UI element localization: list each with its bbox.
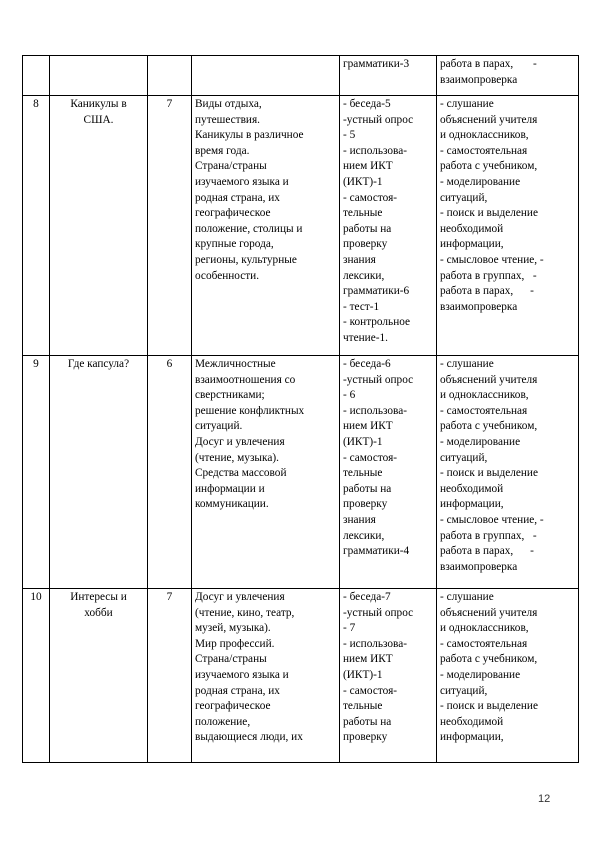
control-line: (ИКТ)-1 — [343, 435, 383, 448]
content-cell — [192, 96, 340, 356]
control-line: проверку — [343, 731, 388, 744]
content-line: особенности. — [195, 269, 260, 282]
content-line: взаимоотношения со — [195, 373, 296, 386]
activity-line: работа с учебником, — [440, 420, 538, 433]
activity-line: взаимопроверка — [440, 73, 518, 86]
content-line: регионы, культурные — [195, 253, 297, 266]
activity-line: - слушание — [440, 98, 494, 110]
control-line: - контрольное — [343, 316, 411, 329]
topic-line: США. — [83, 113, 114, 126]
hours-value: 6 — [166, 358, 173, 370]
activity-line: работа в парах, - — [440, 285, 534, 298]
content-line: время года. — [195, 144, 250, 157]
control-line: лексики, — [343, 269, 385, 282]
page-number: 12 — [538, 793, 551, 805]
control-line: тельные — [343, 207, 383, 220]
activity-line: - самостоятельная — [440, 637, 528, 650]
table-row — [23, 356, 579, 589]
activity-line: - слушание — [440, 358, 494, 370]
activity-line: и одноклассников, — [440, 129, 529, 142]
content-line: Страна/страны — [195, 160, 267, 173]
activity-line: ситуаций, — [440, 191, 488, 204]
row-number-cell — [23, 96, 50, 356]
control-line: - самостоя- — [343, 684, 398, 697]
control-line: - самостоя- — [343, 191, 398, 204]
content-line: решение конфликтных — [195, 404, 305, 417]
activity-line: взаимопроверка — [440, 560, 518, 573]
topic-cell — [50, 56, 148, 96]
control-line: проверку — [343, 238, 388, 251]
topic-line: Где капсула? — [67, 358, 130, 370]
activity-line: - поиск и выделение — [440, 207, 538, 220]
content-cell — [192, 356, 340, 589]
curriculum-table — [22, 55, 579, 763]
activity-line: объяснений учителя — [440, 606, 538, 619]
activity-line: - самостоятельная — [440, 144, 528, 157]
activity-line: необходимой — [440, 715, 504, 728]
activity-line: - моделирование — [440, 175, 521, 188]
control-line: -устный опрос — [343, 113, 414, 126]
hours-cell — [148, 589, 192, 763]
activity-line: объяснений учителя — [440, 113, 538, 126]
content-line: путешествия. — [195, 113, 260, 126]
hours-value: 7 — [166, 591, 173, 603]
control-line: - самостоя- — [343, 451, 398, 464]
content-line: изучаемого языка и — [195, 668, 289, 681]
activity-line: информации, — [440, 498, 504, 511]
control-line: грамматики-3 — [343, 58, 410, 70]
control-line: - беседа-5 — [343, 98, 391, 110]
content-line: положение, столицы и — [195, 222, 303, 235]
activity-line: - моделирование — [440, 435, 521, 448]
activity-line: работа в парах, - — [440, 545, 534, 558]
control-cell — [340, 589, 437, 763]
control-line: нием ИКТ — [343, 420, 393, 433]
row-number: 10 — [30, 591, 42, 603]
content-line: родная страна, их — [195, 191, 280, 204]
control-line: знания — [343, 253, 376, 266]
content-line: ситуаций. — [195, 420, 243, 433]
control-line: грамматики-4 — [343, 545, 410, 558]
activities-cell — [437, 96, 579, 356]
hours-cell — [148, 96, 192, 356]
activities-cell — [437, 589, 579, 763]
activity-line: - смысловое чтение, - — [440, 253, 544, 266]
hours-cell — [148, 356, 192, 589]
content-line: сверстниками; — [195, 389, 265, 402]
activity-line: - поиск и выделение — [440, 700, 538, 713]
activity-line: взаимопроверка — [440, 300, 518, 313]
content-line: Досуг и увлечения — [195, 435, 285, 448]
row-number: 9 — [33, 358, 39, 370]
content-line: Мир профессий. — [195, 637, 275, 650]
table-row — [23, 96, 579, 356]
control-line: - тест-1 — [343, 300, 380, 313]
control-line: -устный опрос — [343, 373, 414, 386]
control-line: (ИКТ)-1 — [343, 668, 383, 681]
content-line: (чтение, музыка). — [195, 451, 279, 464]
topic-cell — [50, 356, 148, 589]
control-line: тельные — [343, 700, 383, 713]
control-line: тельные — [343, 467, 383, 480]
topic-cell — [50, 589, 148, 763]
topic-line: Каникулы в — [70, 98, 127, 110]
content-line: Межличностные — [195, 358, 276, 370]
content-cell — [192, 56, 340, 96]
topic-cell — [50, 96, 148, 356]
content-line: выдающиеся люди, их — [195, 731, 303, 744]
row-number-cell — [23, 356, 50, 589]
control-line: - 6 — [343, 389, 356, 402]
hours-cell — [148, 56, 192, 96]
control-line: работы на — [343, 222, 392, 235]
activity-line: и одноклассников, — [440, 622, 529, 635]
activities-cell — [437, 356, 579, 589]
activity-line: - поиск и выделение — [440, 467, 538, 480]
content-line: Средства массовой — [195, 467, 287, 480]
control-line: работы на — [343, 715, 392, 728]
activity-line: и одноклассников, — [440, 389, 529, 402]
activity-line: информации, — [440, 238, 504, 251]
control-line: работы на — [343, 482, 392, 495]
activity-line: работа в группах, - — [440, 529, 537, 542]
activity-line: работа с учебником, — [440, 160, 538, 173]
content-line: изучаемого языка и — [195, 175, 289, 188]
row-number-cell — [23, 56, 50, 96]
control-line: проверку — [343, 498, 388, 511]
content-line: положение, — [195, 715, 251, 728]
control-line: - беседа-7 — [343, 591, 391, 603]
control-line: нием ИКТ — [343, 653, 393, 666]
activity-line: - слушание — [440, 591, 494, 603]
content-line: коммуникации. — [195, 498, 269, 511]
content-line: крупные города, — [195, 238, 274, 251]
activity-line: работа в группах, - — [440, 269, 537, 282]
topic-line: хобби — [84, 606, 113, 619]
activity-line: необходимой — [440, 482, 504, 495]
content-line: (чтение, кино, театр, — [195, 606, 295, 619]
table-row — [23, 56, 579, 96]
table-body — [23, 56, 579, 763]
activity-line: - самостоятельная — [440, 404, 528, 417]
content-line: Досуг и увлечения — [195, 591, 285, 603]
control-cell — [340, 356, 437, 589]
activity-line: - смысловое чтение, - — [440, 513, 544, 526]
control-cell — [340, 56, 437, 96]
activity-line: объяснений учителя — [440, 373, 538, 386]
activity-line: работа с учебником, — [440, 653, 538, 666]
control-line: - 7 — [343, 622, 356, 635]
activities-cell — [437, 56, 579, 96]
content-line: Виды отдыха, — [195, 98, 262, 110]
content-line: Страна/страны — [195, 653, 267, 666]
content-line: родная страна, их — [195, 684, 280, 697]
activity-line: работа в парах, - — [440, 58, 537, 70]
content-line: музей, музыка). — [195, 622, 271, 635]
content-line: Каникулы в различное — [195, 129, 304, 142]
control-line: - использова- — [343, 404, 407, 417]
control-line: - использова- — [343, 144, 407, 157]
control-line: знания — [343, 513, 376, 526]
activity-line: ситуаций, — [440, 684, 488, 697]
content-line: информации и — [195, 482, 265, 495]
activity-line: информации, — [440, 731, 504, 744]
hours-value: 7 — [166, 98, 173, 110]
topic-line: Интересы и — [70, 591, 127, 603]
activity-line: - моделирование — [440, 668, 521, 681]
content-line: географическое — [195, 207, 271, 220]
control-line: чтение-1. — [343, 331, 388, 344]
activity-line: необходимой — [440, 222, 504, 235]
content-cell — [192, 589, 340, 763]
control-cell — [340, 96, 437, 356]
control-line: нием ИКТ — [343, 160, 393, 173]
control-line: лексики, — [343, 529, 385, 542]
content-line: географическое — [195, 700, 271, 713]
control-line: (ИКТ)-1 — [343, 175, 383, 188]
control-line: - использова- — [343, 637, 407, 650]
control-line: грамматики-6 — [343, 285, 410, 298]
row-number-cell — [23, 589, 50, 763]
control-line: - 5 — [343, 129, 356, 142]
control-line: - беседа-6 — [343, 358, 391, 370]
row-number: 8 — [33, 98, 39, 110]
table-row — [23, 589, 579, 763]
activity-line: ситуаций, — [440, 451, 488, 464]
control-line: -устный опрос — [343, 606, 414, 619]
